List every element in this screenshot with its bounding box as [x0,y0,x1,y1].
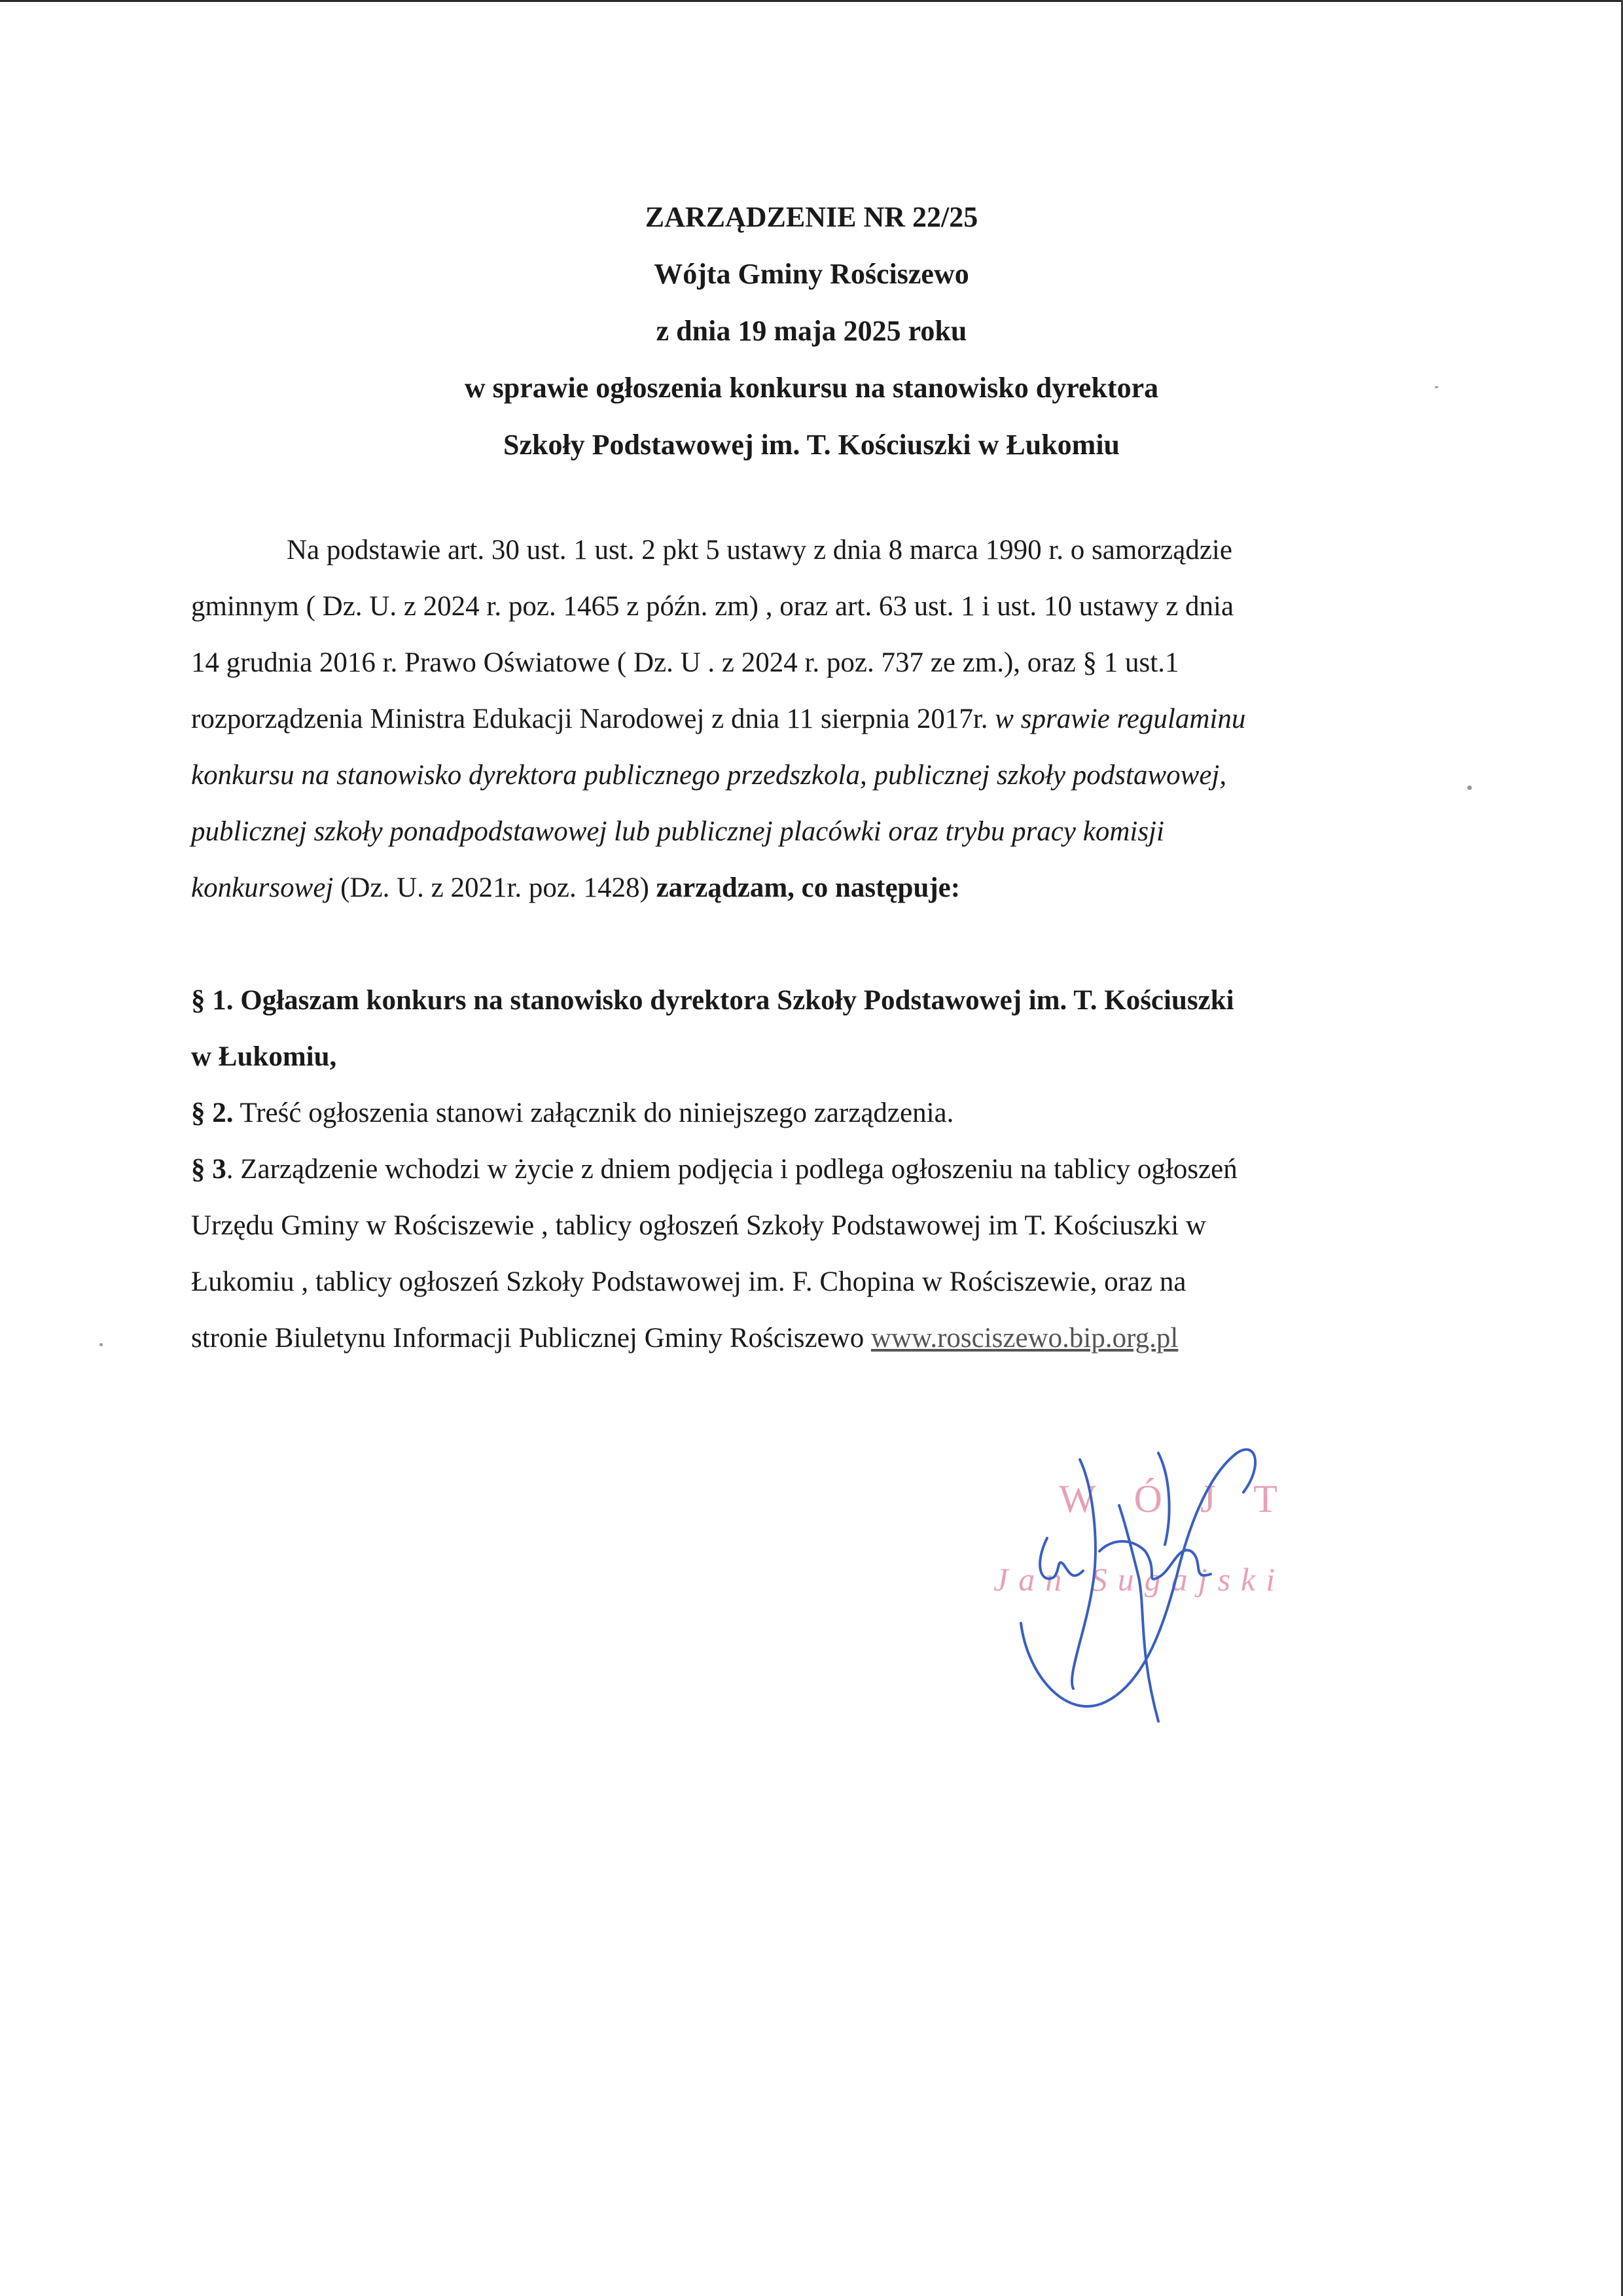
subject-line-1: w sprawie ogłoszenia konkursu na stanowisko dyrektora [464,372,1159,404]
section-2 [191,1085,1448,1141]
issuing-authority: Wójta Gminy Rościszewo [654,258,969,290]
section-3-line [191,1141,1448,1198]
section-3 [191,1141,1448,1367]
preamble-line: 14 grudnia 2016 r. Prawo Oświatowe ( Dz. U . z 2024 r. poz. 737 ze zm.), oraz § 1 ust.1 [191,647,1179,678]
preamble-text: (Dz. U. z 2021r. poz. 1428) [333,872,656,903]
document-header [0,188,1623,473]
document-body [191,522,1448,1367]
paragraph-gap [191,916,1448,973]
scan-speck [1467,785,1472,790]
issue-date: z dnia 19 maja 2025 roku [656,315,967,347]
section-3-line [191,1310,1448,1367]
preamble-text: rozporządzenia Ministra Edukacji Narodowej z dnia 11 sierpnia 2017r. [191,704,995,734]
regulation-title: w sprawie regulaminu [995,704,1246,734]
section-2-number: § 2. [191,1098,234,1128]
section-1-text: w Łukomiu, [191,1041,337,1072]
ordinance-number: ZARZĄDZENIE NR 22/25 [645,201,978,233]
preamble-line [191,691,1448,747]
preamble [191,522,1448,916]
section-2-line [191,1085,1448,1141]
subject-line-2: Szkoły Podstawowej im. T. Kościuszki w Łukomiu [503,429,1120,461]
handwritten-signature [995,1414,1270,1728]
section-1-text: § 1. Ogłaszam konkurs na stanowisko dyrektora Szkoły Podstawowej im. T. Kościuszki [191,985,1234,1016]
decree-phrase: zarządzam, co następuje: [656,872,961,903]
section-3-number: § 3 [191,1154,226,1185]
section-3-text: Łukomiu , tablicy ogłoszeń Szkoły Podstawowej im. F. Chopina w Rościszewie, oraz na [191,1266,1186,1297]
stamp-title: WÓJT [1059,1477,1315,1520]
section-3-text: Urzędu Gminy w Rościszewie , tablicy ogłoszeń Szkoły Podstawowej im T. Kościuszki w [191,1210,1206,1241]
regulation-title: konkursu na stanowisko dyrektora publicznego przedszkola, publicznej szkoły podstawowej, [191,760,1227,791]
preamble-line: gminnym ( Dz. U. z 2024 r. poz. 1465 z późn. zm) , oraz art. 63 ust. 1 i ust. 10 ustawy z dnia [191,591,1234,622]
stamp-name: Jan Sugajski [993,1561,1286,1598]
regulation-title: konkursowej [191,872,334,903]
preamble-line [191,860,1448,916]
preamble-line: Na podstawie art. 30 ust. 1 ust. 2 pkt 5 ustawy z dnia 8 marca 1990 r. o samorządzie [287,535,1232,565]
section-1 [191,973,1448,1085]
section-2-text: Treść ogłoszenia stanowi załącznik do niniejszego zarządzenia. [233,1098,954,1128]
section-3-text: stronie Biuletynu Informacji Publicznej Gminy Rościszewo [191,1323,871,1354]
scan-edge-top [0,0,1623,2]
regulation-title: publicznej szkoły ponadpodstawowej lub publicznej placówki oraz trybu pracy komisji [191,816,1164,847]
bip-link[interactable]: www.rosciszewo.bip.org.pl [870,1323,1179,1354]
scan-speck [99,1343,103,1346]
section-3-text: . Zarządzenie wchodzi w życie z dniem podjęcia i podlega ogłoszeniu na tablicy ogłoszeń [226,1154,1238,1185]
